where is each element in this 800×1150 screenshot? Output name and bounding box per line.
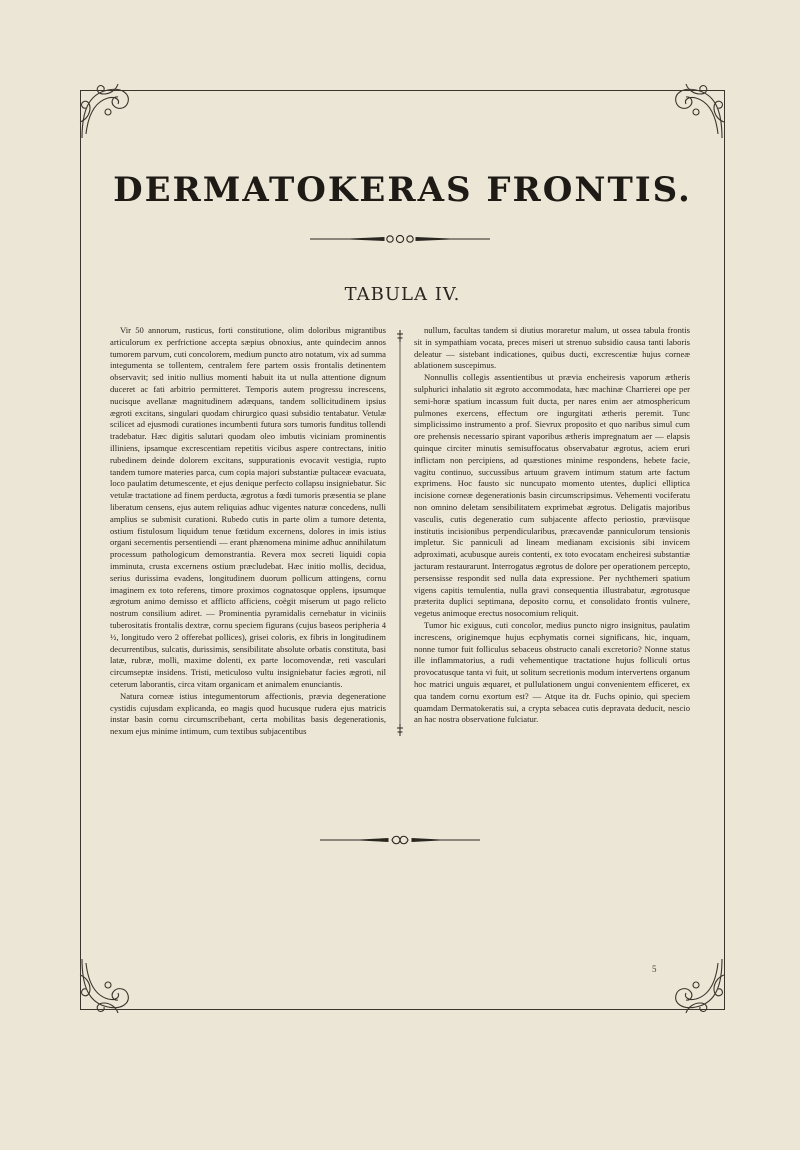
page-title: DERMATOKERAS FRONTIS. xyxy=(113,170,692,210)
ornament-rule-bottom xyxy=(300,832,500,846)
text-column-right xyxy=(414,325,690,726)
corner-flourish-bottom-right xyxy=(666,955,726,1015)
text-column-left xyxy=(110,325,386,738)
page-number: 5 xyxy=(652,964,657,974)
paragraph: Tumor hic exiguus, cuti concolor, medius puncto nigro insignitus, paulatim increscens, originemque hujus ecphymatis cornei significans, hic, inquam, nonne tumor fuit folliculus sebaceus obstructo canali excretorio? Nonne status ille inflammatorius, a rudi vehementique tractatione hujus folliculi ortus provocatusque tanta vi fuit, ut solitum secretionis modum intervertens organum hoc matrici unguis æquaret, et pullulationem ungui convenientem efficeret, ex qua tandem cornu exortum est? — Atque ita dr. Fuchs opinio, qui speciem quamdam Dermatokeratis sui, a crypta sebacea cutis depravata deducit, nescio an hac nostra observatione fulciatur. xyxy=(414,619,690,725)
column-divider-ornament xyxy=(400,328,401,738)
plate-subtitle: TABULA IV. xyxy=(344,284,461,305)
paragraph: Vir 50 annorum, rusticus, forti constitutione, olim doloribus migrantibus articulorum ex perfrictione accepta sæpius obnoxius, ante quindecim annos tumorem parvum, cuti concolorem, medium puncto atro notatum, vix ad summa integumenta se tollentem, centralem fere partem ossis frontalis detinentem observavit; sed initio nullius momenti habuit ita ut nulla attentione dignum duceret ac fati arbitrio permitteret. Temporis autem progressu increscens, nucisque avellanæ magnitudinem adæquans, tandem sollicitudinem ipsius ægroti excitans, singulari quodam chirurgico quasi subsidio tentabatur. Vetulæ scilicet ad ejusmodi curationes incumbenti futura sors tumoris funditus tollendi tradebatur. Hæc digitis salutari quodam oleo imbutis viciniam prominentis illiniens, ipsamque excrescentiam repetitis vicibus aspere contrectans, initio rubedinem deinde dolorem excitans, suppurationis evocavit vestigia, rupto tandem tumore materies parca, cum copia majori substantiæ pultaceæ evacuata, loco paulatim detumescente, et ejus denique perfecto collapsu insigniebatur. Sic vetulæ tractatione ad finem perducta, ægrotus a fœdi tumoris præsentia se plane liberatum censens, ejus autem reliquias adhuc vigentes naturæ concedens, nulli amplius se submisit curationi. Rubedo cutis in parte olim a tumore detenta, ostium fistulosum liquidum tenue fœtidum excernens, dolores in imis istius organi secernentis persentiendi — erant phænomena minime adhuc annihilatum processum pathologicum demonstrantia. Revera mox secreti liquidi copia imminuta, crusta excernens ostium præcludebat. Hæc initio mollis, decidua, serius durissima evadens, longitudinem duorum pollicum attingens, cornu imaginem ex toto referens, timore proximos cognatosque opplens, ipsumque ægrotum animo demisso et afflicto afficiens, coëgit miserum ut pago relicto nostrum consilium adiret. — Prominentia pyramidalis cernebatur in viciniis tuberositatis frontalis dextræ, cornu speciem figurans (cujus baseos peripheria 4 ½, longitudo vero 2 offerebat pollices), grisei coloris, ex fibris in longitudinem decurrentibus, sulcatis, durissimis, sensibilitate absolute orbatis constituta, basi latæ, rubræ, molli, maxime dolenti, ex parte locomovendæ, reti vasculari circumseptæ insidens. Tristi, meticuloso vultu insigniebatur facies ægroti, nil ceterum laborantis, circa vitam organicam et animalem enunciantis. xyxy=(110,325,386,689)
paragraph: Natura corneæ istius integumentorum affectionis, prævia degeneratione cystidis cujusdam explicanda, eo magis quod hucusque rudera ejus matricis instar basin cornu circumscribebant, certa mobilitas basis degenerationis, nexum ejus minime intimum, cum textibus subjacentibus xyxy=(110,690,386,737)
paragraph: Nonnullis collegis assentientibus ut prævia encheiresis vaporum ætheris sulphurici inhalatio sit ægroto accommodata, hæc machinæ Charrierei ope per semi-horæ spatium incassum fuit ducta, per nares enim aer atmosphericum pulmones exercens, effectum ore ingurgitati ætheris peremit. Tunc simplicissimo instrumento a prof. Sievrux proposito et quo naribus simul cum ore prehensis necessario spirant vaporibus ætheris impregnatum aer — elapsis quinque circiter minutis semisuffocatus observabatur ægrotus, aciem eruri inflictam non percipiens, ad quæstiones minime respondens, hebete facie, vagitu continuo, succussibus artuum gravem intimum statum arte factum exprimens. Hoc fausto sic nuncupato momento utentes, duplici elliptica incisione corneæ degenerationis basin circumscripsimus. Vehementi vociferatu non omnino deletam sensibilitatem exprimebat ægrotus. Deligatis majoribus vasculis, cutis degeneratio cum subjacente affecto periostio, præviisque institutis incisionibus perpendicularibus, præcavendæ panniculorum tensionis impletur. Sic panniculi ad lineam medianam excisionis sibi invicem adproximati, acubusque aureis contenti, ex toto evocatam encheiresi substantiæ jacturam restaurarunt. Interrogatus ægrotus de dolore per operationem percepto, persensisse respondit sed nulla data expressione. Per nychthemeri spatium vigens capitis temulentia, nulla gravi consequentia illustrabatur, ægrotusque præterita duplici septimana, deposito cornu, et consolidato frontis vulnere, vegetus animoque erectus nosocomium reliquit. xyxy=(414,372,690,619)
corner-flourish-top-right xyxy=(666,82,726,142)
corner-flourish-bottom-left xyxy=(78,955,138,1015)
ornament-rule-top xyxy=(300,231,500,245)
paragraph: nullum, facultas tandem si diutius moraretur malum, ut ossea tabula frontis sit in sympathiam vocata, preces miseri ut strenuo subsidio causa tanti laboris deleatur — sistebant indicationes, quibus ducti, excrescentiæ hujus corneæ ablationem suscepimus. xyxy=(414,325,690,371)
corner-flourish-top-left xyxy=(78,82,138,142)
